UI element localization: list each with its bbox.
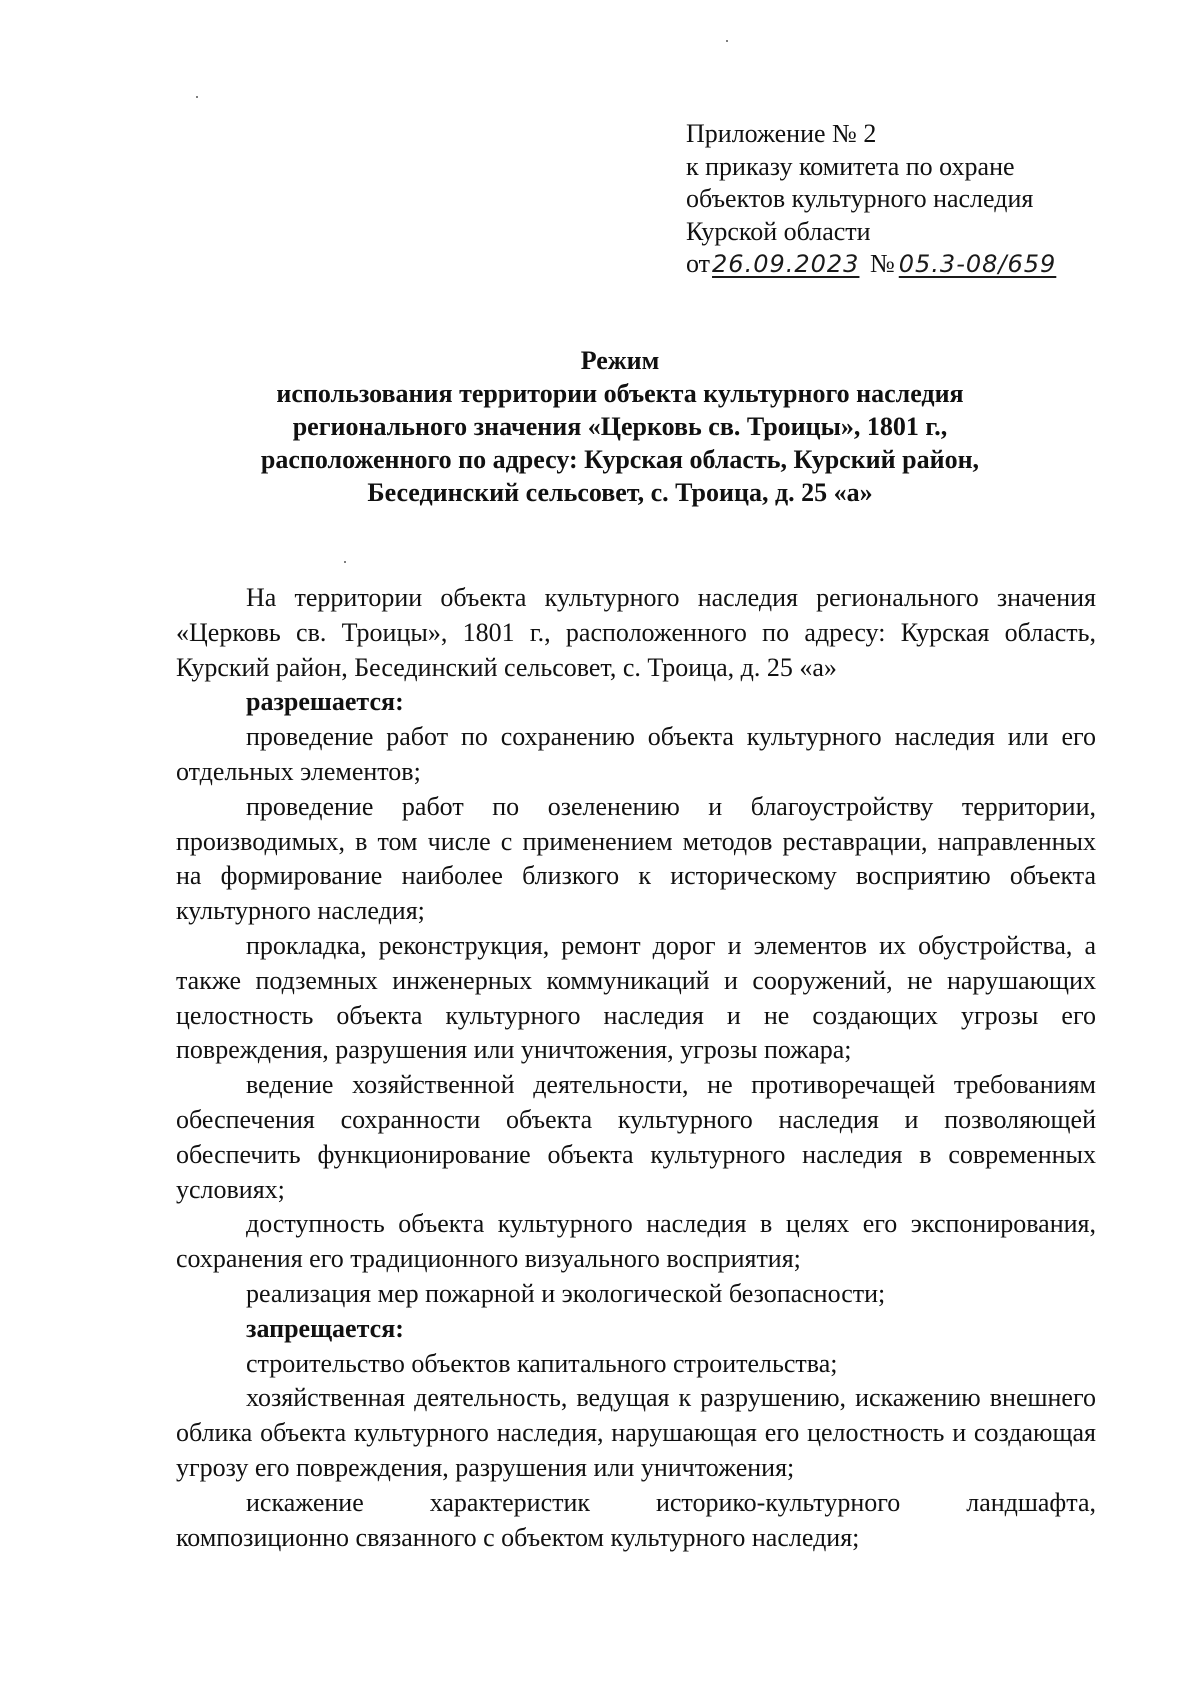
- allowed-item: ведение хозяйственной деятельности, не противоречащей требованиям обеспечения сохранности объекта культурного наследия и позволяющей обеспечить функционирование объекта культурного наследия в современных условиях;: [176, 1070, 1096, 1204]
- allowed-item: доступность объекта культурного наследия в целях его экспонирования, сохранения его традиционного визуального восприятия;: [176, 1209, 1096, 1274]
- document-body: [176, 581, 1096, 1555]
- scan-speck: [196, 96, 198, 98]
- title-line: использования территории объекта культурного наследия: [276, 379, 964, 408]
- title-line: регионального значения «Церковь св. Троицы», 1801 г.,: [292, 412, 948, 441]
- title-line: Бесединский сельсовет, с. Троица, д. 25 «а»: [367, 478, 873, 507]
- forbidden-item: искажение характеристик историко-культурного ландшафта, композиционно связанного с объектом культурного наследия;: [176, 1487, 1096, 1552]
- number-prefix: №: [869, 249, 895, 278]
- forbidden-heading: запрещается:: [246, 1313, 404, 1343]
- order-date-line: [686, 248, 1056, 281]
- scan-speck: [726, 40, 728, 42]
- appendix-header: [686, 118, 1056, 281]
- document-title: [200, 344, 1040, 509]
- handwritten-date: 26.09.2023: [712, 250, 860, 278]
- appendix-number: Приложение № 2: [686, 119, 877, 148]
- intro-paragraph: На территории объекта культурного наследия регионального значения «Церковь св. Троицы», 1801 г., расположенного по адресу: Курская область, Курский район, Бесединский сельсовет, с. Троица, д. 25 «а»: [176, 583, 1096, 682]
- allowed-item: прокладка, реконструкция, ремонт дорог и элементов их обустройства, а также подземных инженерных коммуникаций и сооружений, не нарушающих целостность объекта культурного наследия и не создающих угрозы его повреждения, разрушения или уничтожения, угрозы пожара;: [176, 930, 1096, 1065]
- allowed-item: проведение работ по озеленению и благоустройству территории, производимых, в том числе с применением методов реставрации, направленных на формирование наиболее близкого к историческому восприятию объекта культурного наследия;: [176, 791, 1096, 926]
- appendix-committee: объектов культурного наследия: [686, 184, 1034, 213]
- forbidden-item: строительство объектов капитального строительства;: [246, 1348, 838, 1378]
- appendix-region: Курской области: [686, 216, 871, 246]
- allowed-item: реализация мер пожарной и экологической безопасности;: [246, 1278, 886, 1308]
- allowed-heading: разрешается:: [246, 687, 404, 717]
- title-line: расположенного по адресу: Курская область, Курский район,: [260, 445, 980, 474]
- forbidden-item: хозяйственная деятельность, ведущая к разрушению, искажению внешнего облика объекта культурного наследия, нарушающая его целостность и создающая угрозу его повреждения, разрушения или уничтожения;: [176, 1383, 1096, 1482]
- title-line: Режим: [580, 346, 660, 375]
- appendix-order-ref: к приказу комитета по охране: [686, 151, 1015, 181]
- handwritten-order-number: 05.3-08/659: [898, 250, 1057, 278]
- scan-speck: [344, 561, 346, 563]
- allowed-item: проведение работ по сохранению объекта культурного наследия или его отдельных элементов;: [176, 722, 1096, 786]
- date-prefix: от: [686, 249, 711, 278]
